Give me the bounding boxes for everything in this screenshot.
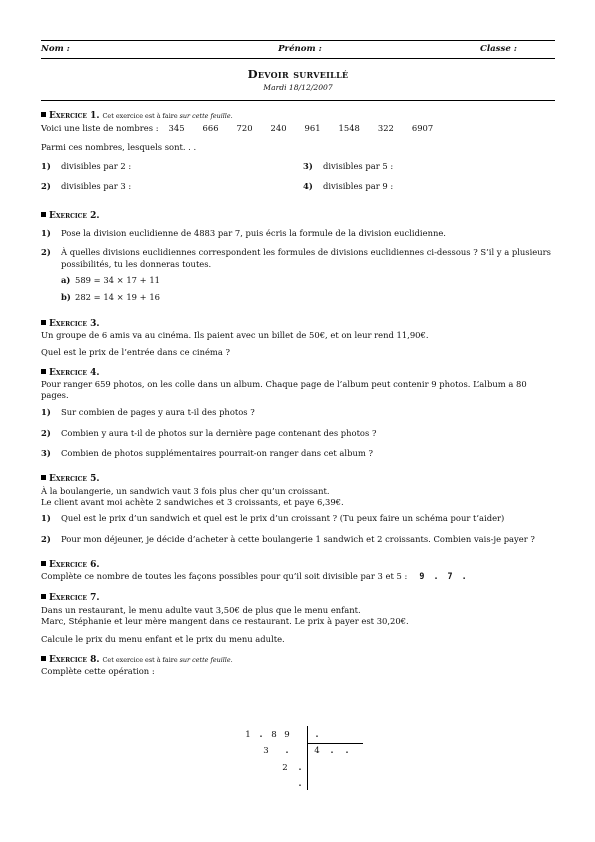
square-bullet-icon <box>41 320 46 325</box>
item-text: divisibles par 5 : <box>323 161 394 172</box>
divisibility-item <box>41 181 303 192</box>
item-text: Pour mon déjeuner, je décide d’acheter à cette boulangerie 1 sandwich et 2 croissants. Combien vais-je payer ? <box>61 533 535 544</box>
exercise-4-heading <box>41 367 555 379</box>
sub-label: a) <box>61 275 71 286</box>
item-text: À quelles divisions euclidiennes correspondent les formules de divisions euclidiennes ci-dessous ? S’il y a plusieurs possibilités, tu les donneras toutes. <box>61 247 551 269</box>
exercise-4-text: Pour ranger 659 photos, on les colle dans un album. Chaque page de l’album peut contenir 9 photos. L’album a 80 pages. <box>41 378 527 401</box>
exercise-3-question: Quel est le prix de l’entrée dans ce cinéma ? <box>41 347 231 358</box>
worksheet-page <box>41 40 555 677</box>
nom-label: Nom : <box>41 44 70 54</box>
item-number: 2) <box>41 427 51 438</box>
exercise-5-label: Exercice 5. <box>49 474 100 485</box>
divisibility-item <box>303 181 555 192</box>
note-text: Cet exercice est à faire <box>102 655 180 664</box>
exercise-1-heading <box>41 110 555 122</box>
partial-blank: . <box>285 746 289 756</box>
item-number: 3) <box>41 448 51 459</box>
item-number: 1) <box>41 228 51 239</box>
sub-label: b) <box>61 292 71 303</box>
square-bullet-icon <box>41 369 46 374</box>
item-number: 2) <box>41 247 51 258</box>
formula: 282 = 14 × 19 + 16 <box>75 292 160 303</box>
exercise-4-label: Exercice 4. <box>49 367 100 378</box>
header-bottom-rule <box>41 58 555 59</box>
item-text: Quel est le prix d’un sandwich et quel est le prix d’un croissant ? (Tu peux faire un schéma pour t’aider) <box>61 513 505 524</box>
exercise-7-text-1: Dans un restaurant, le menu adulte vaut 3,50€ de plus que le menu enfant. <box>41 604 361 615</box>
dividend-digit: 9 <box>284 730 290 740</box>
quotient-digit: 4 <box>314 746 320 756</box>
number-list-intro: Voici une liste de nombres : <box>41 122 159 133</box>
exercise-1-question: Parmi ces nombres, lesquels sont. . . <box>41 141 197 152</box>
item-text: Sur combien de pages y aura t-il des photos ? <box>61 407 255 418</box>
number-item: 322 <box>377 122 394 133</box>
number-item: 6907 <box>411 122 434 133</box>
partial-digit: 3 <box>263 746 269 756</box>
item-number: 2) <box>41 533 51 544</box>
exercise-2-heading <box>41 210 555 222</box>
item-number: 1) <box>41 407 51 418</box>
exercise-6-instruction: Complète ce nombre de toutes les façons possibles pour qu’il soit divisible par 3 et 5 : <box>41 571 408 582</box>
item-text: Combien de photos supplémentaires pourrait-on ranger dans cet album ? <box>61 448 373 459</box>
exercise-8-heading <box>41 654 555 666</box>
exercise-4-question-2 <box>41 428 555 439</box>
square-bullet-icon <box>41 656 46 661</box>
item-number: 4) <box>303 180 313 191</box>
dividend-blank: . <box>259 730 263 740</box>
exercise-2-sub-a <box>61 275 555 286</box>
exercise-7-heading <box>41 592 555 604</box>
dividend-digit: 8 <box>271 730 277 740</box>
exercise-6-text <box>41 571 555 582</box>
item-text: Combien y aura t-il de photos sur la dernière page contenant des photos ? <box>61 427 377 438</box>
exercise-6-heading <box>41 559 555 571</box>
exercise-5-text-2: Le client avant moi achète 2 sandwiches et 3 croissants, et paye 6,39€. <box>41 496 344 507</box>
item-text: divisibles par 9 : <box>323 180 394 191</box>
exercise-3-label: Exercice 3. <box>49 318 100 329</box>
page-title: Devoir surveillé <box>247 66 349 81</box>
exercise-5-question-2 <box>41 534 555 545</box>
exercise-8-label: Exercice 8. <box>49 654 100 665</box>
remainder-blank: . <box>298 779 302 789</box>
exercise-5-question-1 <box>41 513 555 524</box>
item-number: 2) <box>41 180 51 191</box>
formula: 589 = 34 × 17 + 11 <box>75 275 160 286</box>
exercise-2-sub-b <box>61 292 555 303</box>
dividend-digit: 1 <box>245 730 251 740</box>
number-item: 666 <box>202 122 219 133</box>
divisibility-grid <box>41 161 555 192</box>
exercise-7-question: Calcule le prix du menu enfant et le prix du menu adulte. <box>41 634 285 645</box>
note-text: Cet exercice est à faire <box>102 112 180 121</box>
square-bullet-icon <box>41 561 46 566</box>
note-italic: sur cette feuille. <box>179 655 233 664</box>
number-item: 240 <box>270 122 287 133</box>
exercise-4-question-3 <box>41 448 555 459</box>
exercise-1-note <box>103 112 233 120</box>
exercise-2-question-1 <box>41 228 555 239</box>
number-list <box>41 123 555 134</box>
number-item: 961 <box>304 122 321 133</box>
square-bullet-icon <box>41 475 46 480</box>
note-italic: sur cette feuille. <box>179 112 233 121</box>
item-text: divisibles par 2 : <box>61 161 132 172</box>
exercise-7-label: Exercice 7. <box>49 593 100 604</box>
square-bullet-icon <box>41 594 46 599</box>
divisibility-item <box>41 161 303 172</box>
item-number: 1) <box>41 161 51 172</box>
exercise-3-text: Un groupe de 6 amis va au cinéma. Ils paient avec un billet de 50€, et on leur rend 11,90€. <box>41 329 429 340</box>
exercise-8-note <box>103 656 233 664</box>
divisibility-item <box>303 161 555 172</box>
quotient-blank: . <box>345 746 349 756</box>
exercise-7-text-2: Marc, Stéphanie et leur mère mangent dans ce restaurant. Le prix à payer est 30,20€. <box>41 615 409 626</box>
square-bullet-icon <box>41 212 46 217</box>
exercise-4-question-1 <box>41 407 555 418</box>
number-item: 720 <box>236 122 253 133</box>
item-number: 1) <box>41 513 51 524</box>
number-item: 345 <box>168 122 185 133</box>
exercise-8-instruction: Complète cette opération : <box>41 665 155 676</box>
exercise-2-question-2 <box>41 247 555 270</box>
item-text: divisibles par 3 : <box>61 180 132 191</box>
exercise-1-label: Exercice 1. <box>49 111 100 122</box>
division-vertical-rule <box>307 726 308 790</box>
item-number: 3) <box>303 161 313 172</box>
quotient-blank: . <box>330 746 334 756</box>
prenom-label: Prénom : <box>278 44 322 54</box>
incomplete-number: 9 . 7 . <box>419 571 469 582</box>
divisor-blank: . <box>315 730 319 740</box>
exercise-5-text-1: À la boulangerie, un sandwich vaut 3 fois plus cher qu’un croissant. <box>41 485 330 496</box>
classe-label: Classe : <box>480 44 517 54</box>
item-text: Pose la division euclidienne de 4883 par 7, puis écris la formule de la division euclidienne. <box>61 228 446 239</box>
title-separator <box>41 100 555 101</box>
partial-digit: 2 <box>282 763 288 773</box>
number-item: 1548 <box>338 122 360 133</box>
partial-blank: . <box>298 763 302 773</box>
division-horizontal-rule <box>307 743 363 744</box>
exercise-5-heading <box>41 473 555 485</box>
square-bullet-icon <box>41 112 46 117</box>
exam-date: Mardi 18/12/2007 <box>263 83 333 93</box>
exercise-2-label: Exercice 2. <box>49 210 100 221</box>
long-division <box>0 730 595 840</box>
exercise-3-heading <box>41 318 555 330</box>
student-header <box>41 41 555 58</box>
exercise-6-label: Exercice 6. <box>49 559 100 570</box>
